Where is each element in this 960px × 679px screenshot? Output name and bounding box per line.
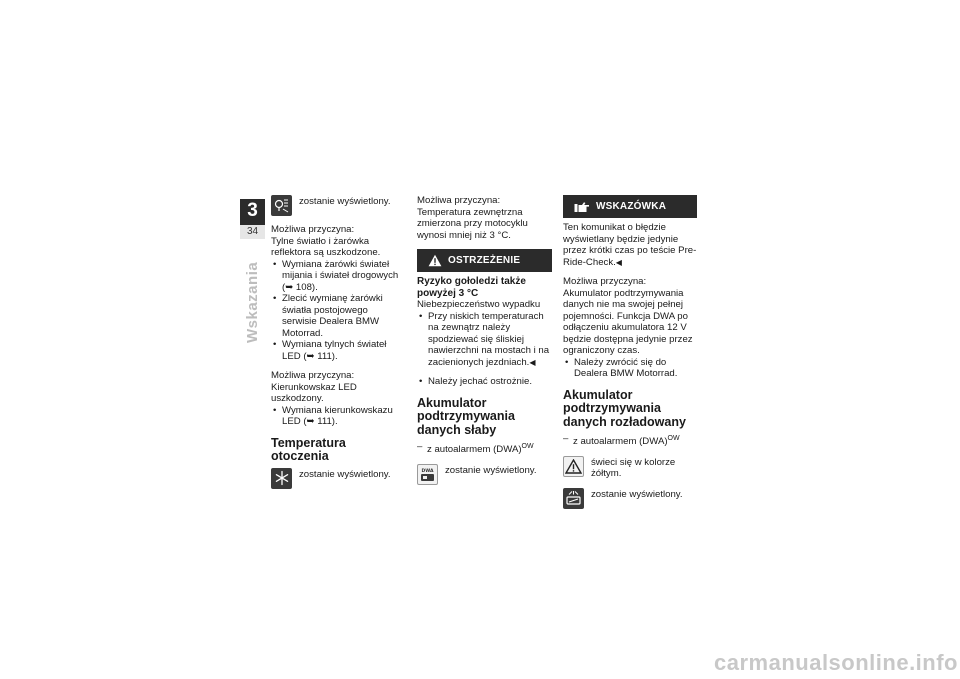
bulb-fault-icon [271, 195, 292, 216]
cause-text: Akumulator podtrzymywania danych nie ma swojej pełnej pojemności. Funkcja DWA po odłączeniu akumulatora 12 V będzie dostępna jedynie przez ograniczony czas. [563, 287, 693, 356]
alarm-text: zostanie wyświetlony. [591, 488, 683, 500]
note-banner [563, 195, 697, 218]
cause-label: Możliwa przyczyna: [563, 276, 647, 287]
column-2 [417, 195, 552, 485]
cause-text: Temperatura zewnętrzna zmierzona przy motocyklu wynosi mniej niż 3 °C. [417, 206, 528, 241]
note-text [563, 222, 697, 268]
list-item-text: Przy niskich temperaturach na zewnątrz należy spodziewać się śliskiej nawierzchni na mostach i na zacienionych jezdniach. [428, 310, 550, 368]
dwa-text: zostanie wyświetlony. [445, 464, 537, 476]
note-body: Ten komunikat o błędzie wyświetlany będzie jedynie przez krótki czas po teście Pre-Ride-Check. [563, 222, 697, 268]
dwa-battery-icon [417, 464, 438, 485]
section-heading: Temperatura otoczenia [271, 435, 346, 463]
variant-text: z autoalarmem (DWA) [427, 444, 522, 456]
snowflake-icon [271, 468, 292, 489]
intro-row [271, 195, 405, 216]
warning-title: OSTRZEŻENIE [448, 254, 521, 266]
warning-triangle-icon [428, 254, 442, 267]
chapter-number: 3 [247, 200, 258, 221]
temperature-row [271, 468, 405, 489]
variant-line [563, 433, 697, 448]
cause-label: Możliwa przyczyna: [417, 195, 501, 206]
warning-subtitle: Niebezpieczeństwo wypadku [417, 299, 541, 310]
cause-text: Kierunkowskaz LED uszkodzony. [271, 381, 357, 404]
page-number: 34 [240, 225, 265, 239]
chapter-title: Wskazania [244, 261, 261, 343]
cause-label: Możliwa przyczyna: [271, 370, 355, 381]
warning-heading: Ryzyko gołoledzi także powyżej 3 °C [417, 276, 526, 299]
list-item: • Wymiana tylnych świateł LED (➥ 111). [271, 339, 405, 362]
warning-banner [417, 249, 552, 272]
cause-bullets [271, 405, 405, 428]
dwa-row [417, 464, 552, 485]
hand-pointer-icon [574, 201, 590, 213]
column-1 [271, 195, 405, 489]
list-item [417, 311, 552, 369]
variant-text: z autoalarmem (DWA) [573, 436, 668, 448]
section-heading: Akumulator podtrzymywania danych rozładowany [563, 387, 686, 429]
after-bullets [417, 376, 552, 388]
end-mark: ◀ [529, 357, 536, 367]
note-title: WSKAZÓWKA [596, 200, 667, 212]
variant-line [417, 441, 552, 456]
alarm-battery-icon [563, 488, 584, 509]
cause-bullets [563, 357, 697, 380]
list-item: • Zlecić wymianę żarówki światła postojowego serwisie Dealera BMW Motorrad. [271, 293, 405, 339]
cause-label: Możliwa przyczyna: [271, 224, 355, 235]
list-item: • Należy jechać ostrożnie. [417, 376, 552, 388]
column-3 [563, 195, 697, 509]
section-heading: Akumulator podtrzymywania danych słaby [417, 395, 515, 437]
end-mark: ◀ [615, 257, 622, 267]
warning-triangle-icon [563, 456, 584, 477]
cause-text: Tylne światło i żarówka reflektora są uszkodzone. [271, 235, 381, 258]
list-item: • Wymiana kierunkowskazu LED (➥ 111). [271, 405, 405, 428]
list-item: • Wymiana żarówki świateł mijania i świateł drogowych (➥ 108). [271, 259, 405, 294]
warning-light-row [563, 456, 697, 480]
cause-bullets [271, 259, 405, 363]
warning-bullets [417, 311, 552, 369]
dwa-icon-label: DWA [421, 468, 434, 474]
temperature-text: zostanie wyświetlony. [299, 468, 391, 480]
warning-light-text: świeci się w kolorze żółtym. [591, 456, 676, 480]
list-item: • Należy zwrócić się do Dealera BMW Motorrad. [563, 357, 697, 380]
watermark: carmanualsonline.info [714, 650, 958, 675]
variant-sup: OW [521, 443, 534, 450]
variant-sup: OW [667, 435, 680, 442]
alarm-row [563, 488, 697, 509]
intro-text: zostanie wyświetlony. [299, 196, 391, 207]
